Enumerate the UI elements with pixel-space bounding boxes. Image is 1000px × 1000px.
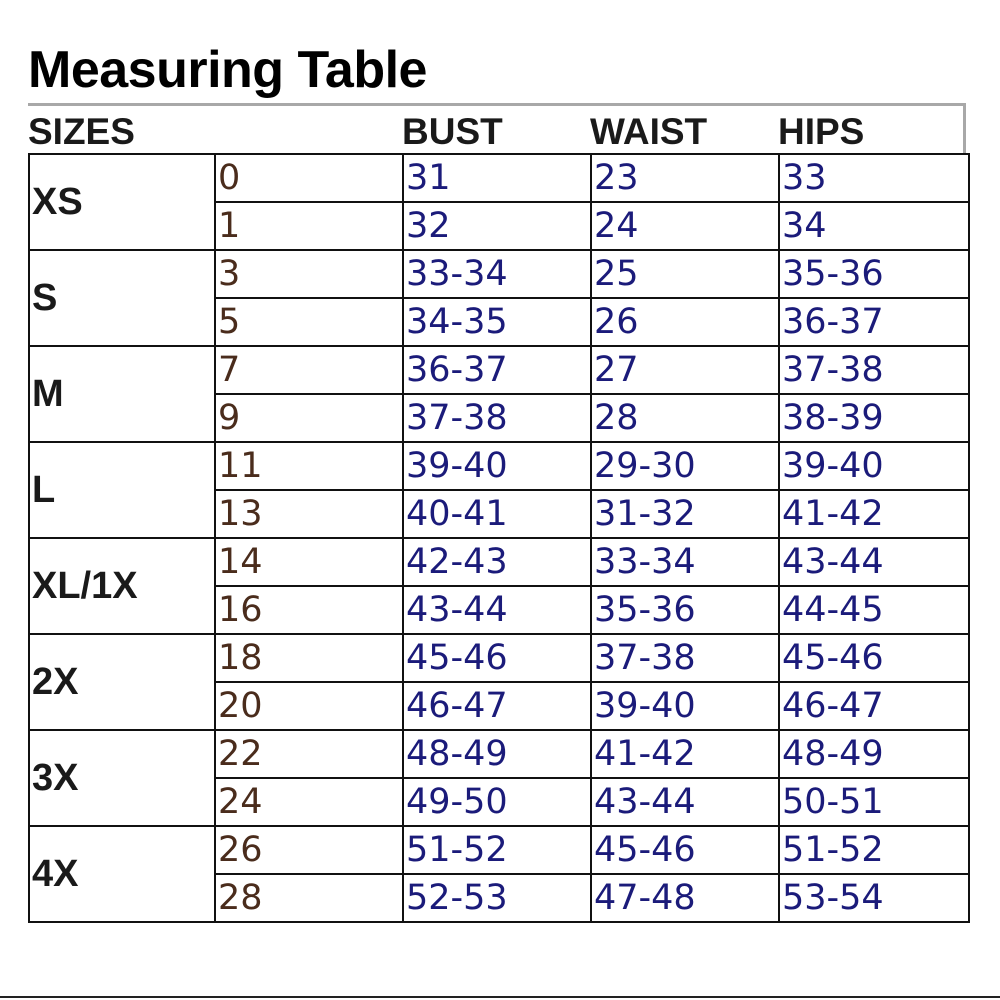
size-number: 13 <box>215 490 403 538</box>
table-row <box>29 442 969 490</box>
size-number: 9 <box>215 394 403 442</box>
waist-value: 29-30 <box>591 442 779 490</box>
table-header <box>28 103 966 153</box>
hips-value: 48-49 <box>779 730 969 778</box>
waist-value: 31-32 <box>591 490 779 538</box>
hips-value: 38-39 <box>779 394 969 442</box>
hips-value: 50-51 <box>779 778 969 826</box>
hips-value: 51-52 <box>779 826 969 874</box>
size-label: L <box>29 442 215 538</box>
waist-value: 25 <box>591 250 779 298</box>
hips-value: 41-42 <box>779 490 969 538</box>
page-bottom-border <box>0 996 1000 998</box>
waist-value: 23 <box>591 154 779 202</box>
table-row <box>29 826 969 874</box>
size-label: 4X <box>29 826 215 922</box>
size-number: 1 <box>215 202 403 250</box>
hips-value: 39-40 <box>779 442 969 490</box>
bust-value: 32 <box>403 202 591 250</box>
bust-value: 42-43 <box>403 538 591 586</box>
size-number: 28 <box>215 874 403 922</box>
size-number: 24 <box>215 778 403 826</box>
header-sizes: SIZES <box>28 111 135 152</box>
size-number: 11 <box>215 442 403 490</box>
size-label: S <box>29 250 215 346</box>
size-number: 14 <box>215 538 403 586</box>
waist-value: 45-46 <box>591 826 779 874</box>
bust-value: 33-34 <box>403 250 591 298</box>
measuring-table <box>28 153 970 923</box>
table-row <box>29 250 969 298</box>
size-number: 0 <box>215 154 403 202</box>
header-waist: WAIST <box>590 111 708 152</box>
waist-value: 43-44 <box>591 778 779 826</box>
waist-value: 37-38 <box>591 634 779 682</box>
table-row <box>29 346 969 394</box>
hips-value: 33 <box>779 154 969 202</box>
size-number: 22 <box>215 730 403 778</box>
bust-value: 40-41 <box>403 490 591 538</box>
waist-value: 35-36 <box>591 586 779 634</box>
size-label: 2X <box>29 634 215 730</box>
bust-value: 31 <box>403 154 591 202</box>
bust-value: 49-50 <box>403 778 591 826</box>
waist-value: 33-34 <box>591 538 779 586</box>
table-row <box>29 154 969 202</box>
page-title: Measuring Table <box>28 41 427 99</box>
header-hips: HIPS <box>778 111 865 152</box>
hips-value: 46-47 <box>779 682 969 730</box>
size-number: 3 <box>215 250 403 298</box>
size-number: 16 <box>215 586 403 634</box>
bust-value: 37-38 <box>403 394 591 442</box>
waist-value: 47-48 <box>591 874 779 922</box>
waist-value: 27 <box>591 346 779 394</box>
hips-value: 34 <box>779 202 969 250</box>
hips-value: 45-46 <box>779 634 969 682</box>
table-row <box>29 634 969 682</box>
bust-value: 46-47 <box>403 682 591 730</box>
bust-value: 36-37 <box>403 346 591 394</box>
size-number: 18 <box>215 634 403 682</box>
table-row <box>29 730 969 778</box>
size-number: 20 <box>215 682 403 730</box>
waist-value: 24 <box>591 202 779 250</box>
hips-value: 53-54 <box>779 874 969 922</box>
bust-value: 51-52 <box>403 826 591 874</box>
bust-value: 52-53 <box>403 874 591 922</box>
size-label: XS <box>29 154 215 250</box>
bust-value: 43-44 <box>403 586 591 634</box>
hips-value: 37-38 <box>779 346 969 394</box>
size-label: XL/1X <box>29 538 215 634</box>
waist-value: 28 <box>591 394 779 442</box>
bust-value: 45-46 <box>403 634 591 682</box>
bust-value: 48-49 <box>403 730 591 778</box>
header-bust: BUST <box>402 111 503 152</box>
hips-value: 35-36 <box>779 250 969 298</box>
table-row <box>29 538 969 586</box>
size-number: 5 <box>215 298 403 346</box>
hips-value: 43-44 <box>779 538 969 586</box>
waist-value: 39-40 <box>591 682 779 730</box>
waist-value: 41-42 <box>591 730 779 778</box>
hips-value: 36-37 <box>779 298 969 346</box>
size-label: M <box>29 346 215 442</box>
size-number: 7 <box>215 346 403 394</box>
bust-value: 39-40 <box>403 442 591 490</box>
size-number: 26 <box>215 826 403 874</box>
hips-value: 44-45 <box>779 586 969 634</box>
size-label: 3X <box>29 730 215 826</box>
waist-value: 26 <box>591 298 779 346</box>
bust-value: 34-35 <box>403 298 591 346</box>
